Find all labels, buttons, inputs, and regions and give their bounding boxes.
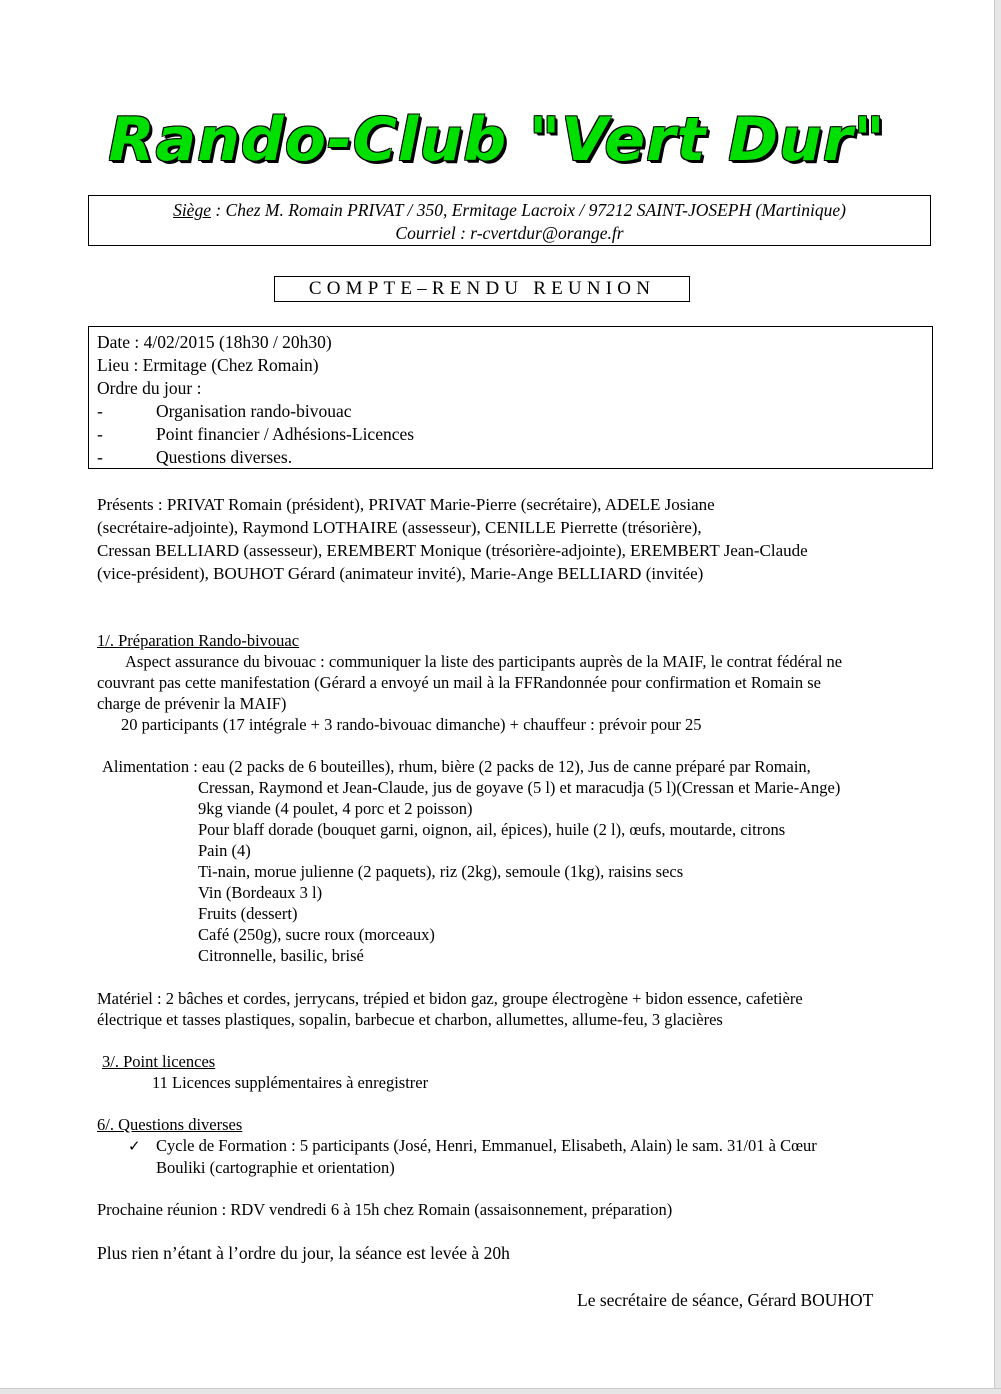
section-line: 11 Licences supplémentaires à enregistrer <box>152 1073 429 1092</box>
agenda-text: Point financier / Adhésions-Licences <box>156 424 415 444</box>
materiel-paragraph <box>97 988 803 1030</box>
presents-line: (secrétaire-adjointe), Raymond LOTHAIRE (assesseur), CENILLE Pierrette (trésorière), <box>97 518 702 537</box>
alimentation-item: Fruits (dessert) <box>198 904 298 923</box>
page-edge-bottom <box>0 1388 1001 1394</box>
siege-label: Siège <box>173 200 211 220</box>
meeting-place: Lieu : Ermitage (Chez Romain) <box>97 355 319 375</box>
alimentation-item: 9kg viande (4 poulet, 4 porc et 2 poisson) <box>198 799 473 818</box>
report-title: COMPTE–RENDU REUNION <box>274 276 690 302</box>
presents-line: (vice-président), BOUHOT Gérard (animateur invité), Marie-Ange BELLIARD (invitée) <box>97 564 704 583</box>
meeting-date: Date : 4/02/2015 (18h30 / 20h30) <box>97 332 332 352</box>
agenda-item <box>97 446 932 469</box>
alimentation-item: Citronnelle, basilic, brisé <box>198 946 364 965</box>
agenda-dash: - <box>97 447 103 467</box>
siege-address-line <box>89 199 930 222</box>
next-meeting: Prochaine réunion : RDV vendredi 6 à 15h chez Romain (assaisonnement, préparation) <box>97 1200 673 1219</box>
materiel-line: électrique et tasses plastiques, sopalin, barbecue et charbon, allumettes, allume-feu, 3 glacières <box>97 1010 723 1029</box>
club-title: Rando-Club "Vert Dur" <box>108 105 886 175</box>
presents-line: Cressan BELLIARD (assesseur), EREMBERT Monique (trésorière-adjointe), EREMBERT Jean-Claude <box>97 541 808 560</box>
alimentation-item: Café (250g), sucre roux (morceaux) <box>198 925 435 944</box>
bullet-line: Bouliki (cartographie et orientation) <box>156 1158 395 1177</box>
section-licences <box>97 1051 428 1093</box>
meeting-info-box <box>88 326 933 469</box>
section-line: 20 participants (17 intégrale + 3 rando-bivouac dimanche) + chauffeur : prévoir pour 25 <box>121 715 702 734</box>
section-questions <box>97 1114 817 1178</box>
agenda-label: Ordre du jour : <box>97 378 202 398</box>
agenda-item <box>97 400 932 423</box>
alimentation-first-line <box>102 756 840 777</box>
section-heading: 3/. Point licences <box>102 1052 216 1071</box>
alimentation-item: Pain (4) <box>198 841 251 860</box>
alimentation-item: Pour blaff dorade (bouquet garni, oignon, ail, épices), huile (2 l), œufs, moutarde, citrons <box>198 820 786 839</box>
alimentation-label: Alimentation : <box>102 757 202 776</box>
bullet-line <box>97 1135 817 1157</box>
siege-box <box>88 195 931 246</box>
closing-statement: Plus rien n’étant à l’ordre du jour, la séance est levée à 20h <box>97 1243 510 1263</box>
checkmark-icon: ✓ <box>128 1137 141 1155</box>
section-line: charge de prévenir la MAIF) <box>97 694 287 713</box>
section-preparation <box>97 630 842 735</box>
page-edge-right <box>994 0 1001 1393</box>
section-heading: 6/. Questions diverses <box>97 1115 243 1134</box>
alimentation-text: eau (2 packs de 6 bouteilles), rhum, bière (2 packs de 12), Jus de canne préparé par Romain, <box>201 757 811 776</box>
section-line: Aspect assurance du bivouac : communiquer la liste des participants auprès de la MAIF, le contrat fédéral ne <box>125 652 843 671</box>
alimentation-list <box>102 756 840 966</box>
agenda-dash: - <box>97 424 103 444</box>
siege-address: : Chez M. Romain PRIVAT / 350, Ermitage Lacroix / 97212 SAINT-JOSEPH (Martinique) <box>210 200 846 220</box>
bullet-text: Cycle de Formation : 5 participants (José, Henri, Emmanuel, Elisabeth, Alain) le sam. 31/01 à Cœur <box>156 1136 817 1155</box>
alimentation-item: Vin (Bordeaux 3 l) <box>198 883 323 902</box>
signature: Le secrétaire de séance, Gérard BOUHOT <box>577 1290 874 1310</box>
section-heading: 1/. Préparation Rando-bivouac <box>97 631 300 650</box>
presents-paragraph <box>97 493 808 585</box>
agenda-item <box>97 423 932 446</box>
agenda-text: Questions diverses. <box>156 447 293 467</box>
agenda-text: Organisation rando-bivouac <box>156 401 352 421</box>
alimentation-item: Cressan, Raymond et Jean-Claude, jus de goyave (5 l) et maracudja (5 l)(Cressan et Marie-Ange) <box>198 778 841 797</box>
siege-email: Courriel : r-cvertdur@orange.fr <box>395 223 624 243</box>
presents-line: Présents : PRIVAT Romain (président), PRIVAT Marie-Pierre (secrétaire), ADELE Josiane <box>97 495 715 514</box>
materiel-line: Matériel : 2 bâches et cordes, jerrycans, trépied et bidon gaz, groupe électrogène + bidon essence, cafetière <box>97 989 803 1008</box>
agenda-dash: - <box>97 401 103 421</box>
alimentation-item: Ti-nain, morue julienne (2 paquets), riz (2kg), semoule (1kg), raisins secs <box>198 862 684 881</box>
section-line: couvrant pas cette manifestation (Gérard a envoyé un mail à la FFRandonnée pour confirmation et Romain se <box>97 673 821 692</box>
